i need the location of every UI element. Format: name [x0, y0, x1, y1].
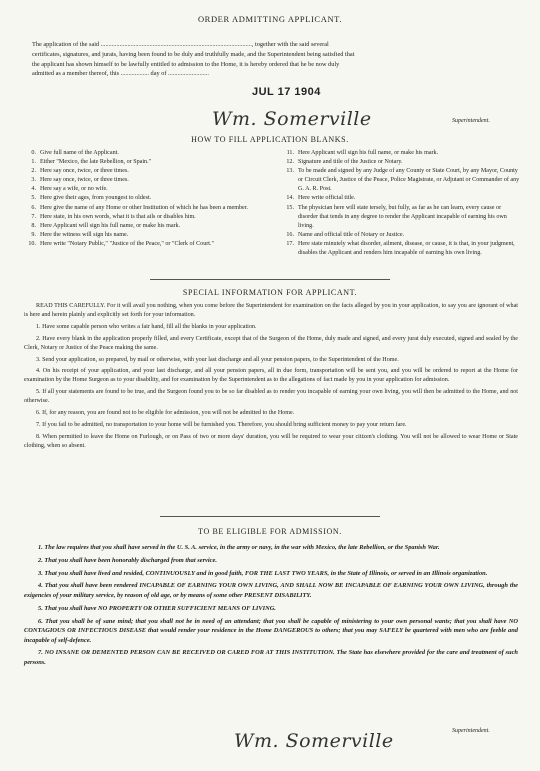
item-text: Here write official title. [298, 195, 356, 202]
item-number: 17. [286, 240, 294, 247]
instructions-left-column [22, 149, 272, 249]
eligibility-paragraph: 1. The law requires that you shall have served in the U. S. A. service, in the army or navy, in the war with Mexico, the late Rebellion, or the Spanish War. [38, 544, 440, 551]
superintendent-title-bottom: Superintendent. [452, 728, 490, 734]
item-number: 7. [31, 213, 36, 220]
list-item [280, 204, 520, 231]
special-info-title: SPECIAL INFORMATION FOR APPLICANT. [182, 288, 358, 297]
list-item [22, 158, 272, 167]
order-paragraph [32, 40, 512, 79]
item-number: 14. [286, 195, 294, 202]
item-number: 6. [31, 204, 36, 211]
item-number: 1. [31, 159, 36, 166]
item-text: Here say once, twice, or three times. [40, 177, 129, 184]
divider [160, 516, 380, 517]
superintendent-title: Superintendent. [452, 118, 490, 124]
item-text: Either "Mexico, the late Rebellion, or Spain." [40, 159, 152, 166]
item-text: Here say a wife, or no wife. [40, 186, 108, 193]
item-text: Here say once, twice, or three times. [40, 168, 129, 175]
special-info-paragraph: 5. If all your statements are found to be true, and the Surgeon found you to be so far disabled as to render you incapable of earning your own living, you will then be admitted to the Home, and not otherwise. [24, 389, 518, 405]
item-text: Here the witness will sign his name. [40, 231, 129, 238]
item-number: 4. [31, 186, 36, 193]
eligibility-paragraph: 4. That you shall have been rendered INCAPABLE OF EARNING YOUR OWN LIVING, AND SHALL NOW BE INCAPABLE OF EARNING YOUR OWN LIVING, through the exigencies of your military service, by reason of old age, or by means of some other PRESENT DISABILITY. [24, 582, 518, 599]
item-text: Name and official title of Notary or Justice. [298, 231, 405, 238]
special-info-paragraph: 3. Send your application, so prepared, by mail or otherwise, with your last discharge and all your pension papers, to the Superintendent of the Home. [36, 356, 399, 363]
list-item [280, 158, 520, 167]
superintendent-signature-bottom: Wm. Somerville [234, 730, 394, 752]
special-info-paragraph: 2. Have every blank in the application properly filled, and every Certificate, except that of the Surgeon of the Home, duly made and signed, and every jurat duly executed, signed and sealed by the Clerk, Notary or Justice of the Peace making the same. [24, 335, 518, 351]
item-number: 0. [31, 150, 36, 156]
item-number: 12. [286, 159, 294, 166]
special-info-paragraph: READ THIS CAREFULLY. For it will avail you nothing, when you come before the Superintendent for examination on the facts alleged by you in your application, to say you are ignorant of what is here and herein plainly and explicitly set forth for your information. [24, 303, 518, 318]
order-line-4: admitted as a member thereof, this .................. day of .......................... [32, 70, 209, 78]
item-number: 2. [31, 168, 36, 175]
list-item [280, 240, 520, 258]
item-number: 10. [28, 240, 36, 247]
item-text: To be made and signed by any Judge of any County or State Court, by any Mayor, County or Circuit Clerk, Justice of the Peace, Police Magistrate, or Adjutant or Commander of any G. A. R. Post. [298, 168, 520, 193]
item-number: 11. [286, 150, 294, 156]
special-info-body [24, 302, 518, 454]
list-item [22, 231, 272, 240]
eligibility-title: TO BE ELIGIBLE FOR ADMISSION. [198, 527, 342, 536]
list-item [22, 204, 272, 213]
special-info-paragraph: 1. Have some capable person who writes a fair hand, fill all the blanks in your application. [36, 323, 257, 330]
item-number: 16. [286, 231, 294, 238]
item-number: 13. [286, 168, 294, 175]
item-number: 15. [286, 204, 294, 211]
list-item [280, 167, 520, 194]
list-item [22, 222, 272, 231]
order-title: ORDER ADMITTING APPLICANT. [197, 14, 343, 24]
item-text: Here give the name of any Home or other Institution of which he has been a member. [40, 204, 248, 211]
item-number: 9. [31, 231, 36, 238]
item-text: Here state, in his own words, what it is that ails or disables him. [40, 213, 196, 220]
item-text: Here state minutely what disorder, ailment, disease, or cause, it is that, in your judgment, disables the Applicant and renders him incapable of earning his own living. [298, 240, 515, 257]
item-text: The physician here will state tersely, but fully, as far as he can learn, every cause or disorder that tends in any degree to render the Applicant incapable of earning his own living. [298, 204, 507, 229]
order-line-2: certificates, signatures, and jurats, having been found to be duly and truthfully made, and the Superintendent being satisfied that [32, 50, 355, 58]
special-info-paragraph: 8. When permitted to leave the Home on Furlough, or on Pass of two or more days' duration, you will be required to wear your citizen's clothing. You will not be allowed to wear Home or State clothing, when so absent. [24, 433, 518, 449]
divider [150, 279, 390, 280]
eligibility-body [24, 543, 518, 671]
eligibility-paragraph: 3. That you shall have lived and resided, CONTINUOUSLY and in good faith, FOR THE LAST TWO YEARS, in the State of Illinois, or served in an Illinois organization. [38, 569, 488, 577]
eligibility-paragraph: 2. That you shall have been honorably discharged from that service. [38, 556, 217, 564]
order-line-1: The application of the said ................................................................................................, together with the said several [32, 41, 329, 48]
item-number: 5. [31, 195, 36, 202]
item-text: Here give their ages, from youngest to oldest. [40, 195, 152, 202]
eligibility-paragraph: 5. That you shall have NO PROPERTY OR OTHER SUFFICIENT MEANS OF LIVING. [38, 604, 276, 612]
item-text: Here write "Notary Public," "Justice of the Peace," or "Clerk of Court." [40, 240, 214, 247]
list-item [22, 213, 272, 222]
item-number: 8. [31, 222, 36, 229]
date-stamp: JUL 17 1904 [252, 86, 321, 98]
special-info-paragraph: 7. If you fail to be admitted, no transportation to your home will be furnished you. Therefore, you should bring sufficient money to pay your return fare. [36, 421, 407, 428]
item-number: 3. [31, 177, 36, 184]
eligibility-paragraph: 7. NO INSANE OR DEMENTED PERSON CAN BE RECEIVED OR CARED FOR AT THIS INSTITUTION. The State has elsewhere provided for the care and treatment of such persons. [24, 649, 518, 667]
list-item [22, 240, 272, 249]
list-item [22, 194, 272, 203]
superintendent-signature: Wm. Somerville [212, 108, 372, 130]
list-item [22, 149, 272, 158]
item-text: Give full name of the Applicant. [40, 150, 119, 156]
list-item [280, 149, 520, 158]
list-item [280, 231, 520, 240]
instructions-right-column [280, 149, 520, 258]
list-item [22, 176, 272, 185]
list-item [22, 167, 272, 176]
eligibility-paragraph: 6. That you shall be of sane mind; that you shall not be in need of an attendant; that you shall be capable of ministering to your own personal wants; that you shall have NO CONTAGIOUS OR INFECTIOUS DISEASE that would render your residence in the Home DANGEROUS to others; that you may SAFELY be quartered with men who are feeble and incapable of self-defence. [24, 617, 518, 644]
special-info-paragraph: 4. On his receipt of your application, and your last discharge, and all your pension papers, all in due form, transportation will be sent you, and you will be ordered to report at the Home for examination by the Home Surgeon as to your disability, and for examination by the Superintendent as to the allegations of fact made by you in your application for admission. [24, 368, 518, 384]
item-text: Here Applicant will sign his full name, or make his mark. [40, 222, 181, 229]
item-text: Here Applicant will sign his full name, or make his mark. [298, 150, 439, 156]
order-line-3: the applicant has shown himself to be lawfully entitled to admission to the Home, it is hereby ordered that he be now duly [32, 60, 340, 68]
special-info-paragraph: 6. If, for any reason, you are found not to be eligible for admission, you will not be admitted to the Home. [36, 410, 295, 417]
list-item [22, 185, 272, 194]
list-item [280, 194, 520, 203]
how-to-title: HOW TO FILL APPLICATION BLANKS. [191, 135, 349, 144]
item-text: Signature and title of the Justice or Notary. [298, 159, 403, 166]
